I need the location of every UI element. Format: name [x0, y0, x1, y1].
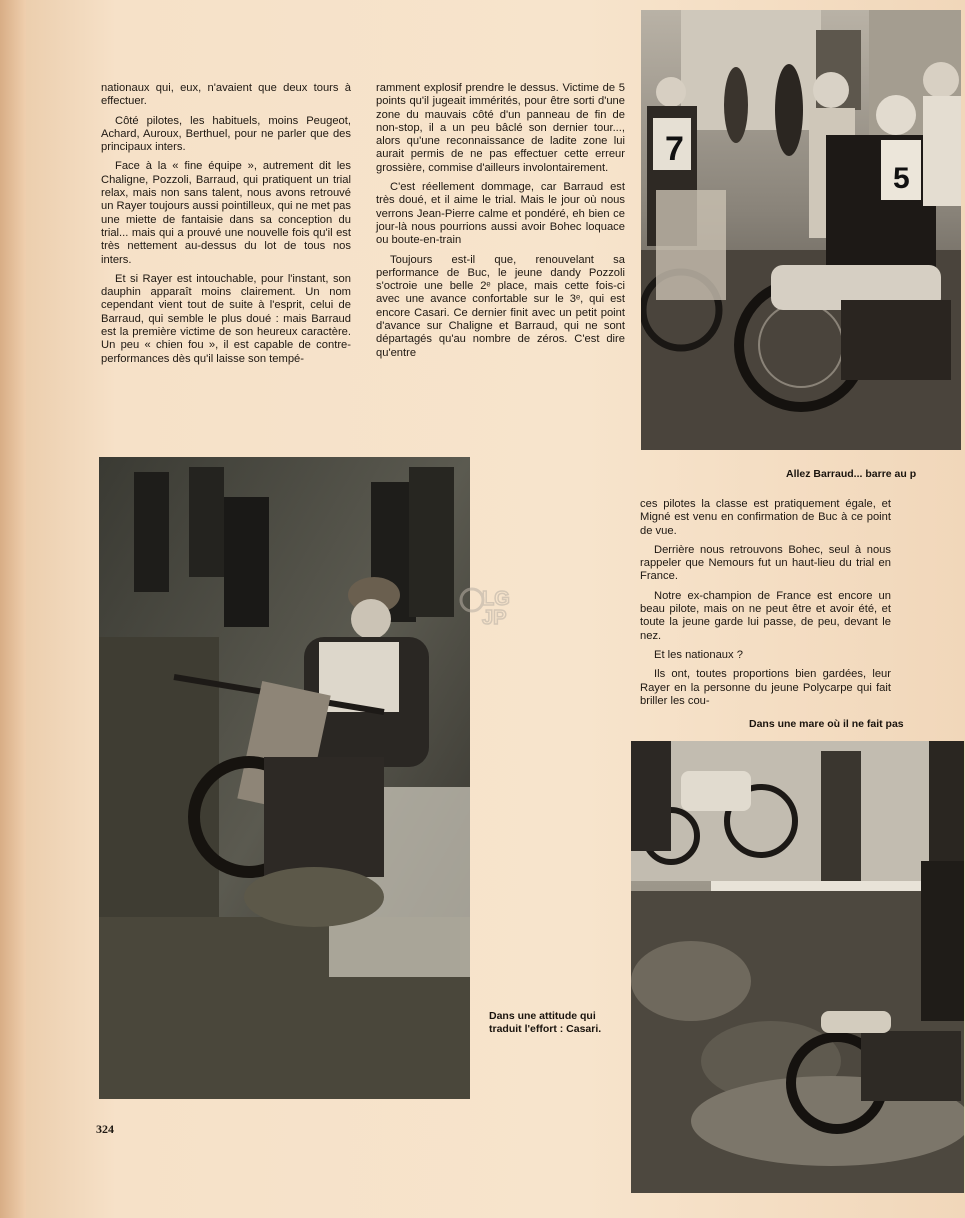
photo-caption: Dans une attitude qui traduit l'effort : Casari. [489, 1010, 602, 1035]
paragraph: Ils ont, toutes proportions bien gardées, leur Rayer en la personne du jeune Polycarpe qui fait briller les cou- [640, 668, 891, 707]
photo-pond-section [631, 741, 964, 1193]
paragraph: Derrière nous retrouvons Bohec, seul à nous rappeler que Nemours fut un haut-lieu du trial en France. [640, 543, 891, 583]
paragraph: Toujours est-il que, renouvelant sa performance de Buc, le jeune dandy Pozzoli s'octroie une belle 2ᵉ place, mais cette fois-ci avec une avance confortable sur le 3ᵉ, qui est encore Casari. Ce dernier finit avec un petit point d'avance sur Chaligne et Barraud, qui ne sont départagés qu'au nombre de zéros. C'est dire qu'entre [376, 253, 625, 359]
paragraph: Notre ex-champion de France est encore un beau pilote, mais on ne peut être et avoir été, et toute la jeune garde lui passe, de peu, devant le nez. [640, 589, 891, 642]
paragraph: ces pilotes la classe est pratiquement égale, et Migné est venu en confirmation de Buc à ce point de vue. [640, 498, 891, 537]
svg-text:LG: LG [482, 588, 510, 610]
paragraph: C'est réellement dommage, car Barraud est très doué, et il aime le trial. Mais le jour où nous verrons Jean-Pierre calme et pondéré, eh bien ce jour-là nous pourrions aussi avoir Bohec loquace ou boute-en-train [376, 181, 625, 247]
text-column-2 [376, 82, 625, 366]
text-column-1 [101, 82, 351, 372]
paragraph: Face à la « fine équipe », autrement dit les Chaligne, Pozzoli, Barraud, qui pratiquent un trial relax, mais non sans talent, nous avons retrouvé un Rayer toujours aussi pointilleux, qui ne met pas une miette de fantaisie dans sa conception du trial... mais qui a prouvé une nouvelle fois qu'il est très nettement au-dessus du lot de tous nos inters. [101, 160, 351, 266]
paragraph: Et si Rayer est intouchable, pour l'instant, son dauphin apparaît moins clairement. Un nom cependant vient tout de suite à l'esprit, celui de Barraud, qui semble le plus doué : mais Barraud est la première victime de son heureux caractère. Un peu « chien fou », il est capable de contre-performances dès qu'il laisse son tempé- [101, 272, 351, 365]
svg-text:7: 7 [665, 130, 684, 168]
paragraph: nationaux qui, eux, n'avaient que deux tours à effectuer. [101, 82, 351, 108]
svg-text:JP: JP [482, 607, 507, 629]
photo-caption: Dans une mare où il ne fait pas [749, 718, 904, 730]
paragraph: ramment explosif prendre le dessus. Victime de 5 points qu'il jugeait immérités, pour être sorti d'une zone du mauvais côté d'un panneau de fin de non-stop, il a un peu bâclé son dernier tour..., alors qu'une reconnaissance de ladite zone lui aurait permis de ne pas effectuer cette erreur grossière, commise d'ailleurs involontairement. [376, 82, 625, 174]
paragraph: Côté pilotes, les habituels, moins Peugeot, Achard, Auroux, Berthuel, pour ne parler que des principaux inters. [101, 114, 351, 154]
svg-text:5: 5 [893, 162, 910, 195]
page-gutter [0, 0, 26, 1218]
page-number: 324 [96, 1122, 114, 1136]
photo-riders-start [641, 10, 961, 450]
watermark-logo [458, 580, 528, 630]
photo-caption: Allez Barraud... barre au p [786, 468, 917, 480]
text-column-3 [640, 498, 891, 714]
paragraph: Et les nationaux ? [654, 648, 743, 661]
photo-casari-effort [99, 457, 470, 1099]
